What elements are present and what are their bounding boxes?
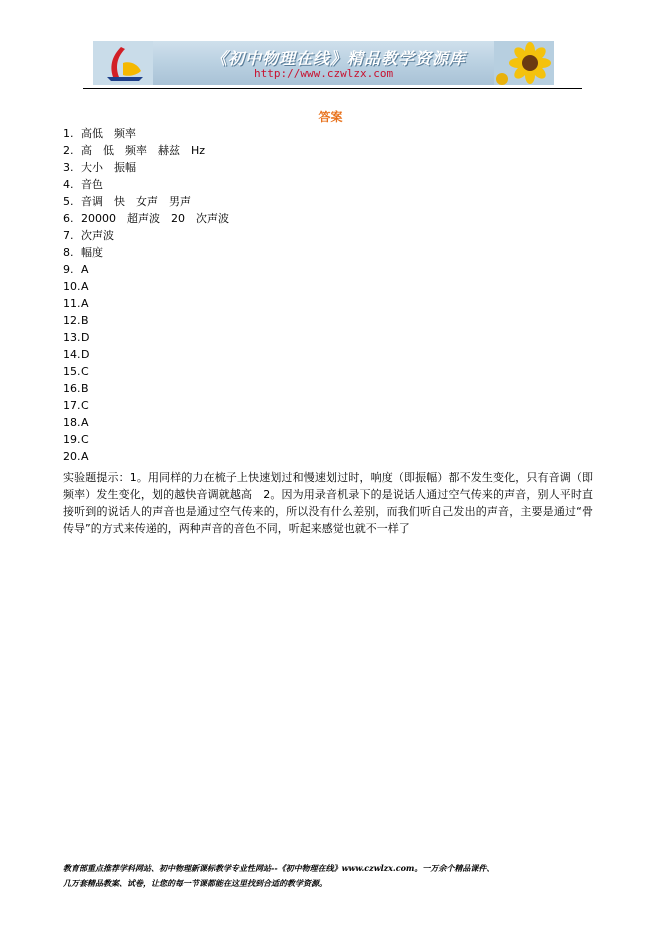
- answer-text: C: [81, 433, 89, 446]
- answer-text: D: [81, 348, 90, 361]
- answer-text: 次声波: [81, 229, 114, 242]
- footer-line: 教育部重点推荐学科网站、初中物理新课标教学专业性网站--《初中物理在线》www.czwlzx.com。一万余个精品课件、: [63, 863, 495, 873]
- answer-item: [63, 329, 603, 346]
- answer-item: [63, 210, 603, 227]
- answer-number: 17.: [63, 399, 81, 412]
- footer-line: 几万套精品教案、试卷，让您的每一节课都能在这里找到合适的教学资源。: [63, 878, 327, 888]
- answer-item: [63, 363, 603, 380]
- header-divider: [83, 88, 582, 89]
- banner-title: 《初中物理在线》精品教学资源库: [211, 49, 467, 68]
- answer-text: A: [81, 297, 89, 310]
- answer-number: 14.: [63, 348, 81, 361]
- answer-text: B: [81, 382, 89, 395]
- answer-item: [63, 312, 603, 329]
- answer-item: [63, 278, 603, 295]
- answer-list: [63, 125, 603, 465]
- answer-number: 19.: [63, 433, 81, 446]
- answer-item: [63, 125, 603, 142]
- answer-number: 7.: [63, 229, 74, 242]
- answer-number: 11.: [63, 297, 81, 310]
- answer-number: 20.: [63, 450, 81, 463]
- answer-text: C: [81, 399, 89, 412]
- answer-text: 幅度: [81, 246, 103, 259]
- answer-text: A: [81, 263, 89, 276]
- answer-item: [63, 193, 603, 210]
- answer-item: [63, 414, 603, 431]
- answer-item: [63, 244, 603, 261]
- answer-text: 高 低 频率 赫兹 Hz: [81, 144, 206, 157]
- answer-text: 音调 快 女声 男声: [81, 195, 191, 208]
- answer-item: [63, 397, 603, 414]
- answer-number: 15.: [63, 365, 81, 378]
- answer-text: D: [81, 331, 90, 344]
- answer-text: A: [81, 450, 89, 463]
- answer-item: [63, 346, 603, 363]
- answer-number: 6.: [63, 212, 74, 225]
- answer-text: 高低 频率: [81, 127, 136, 140]
- answer-number: 12.: [63, 314, 81, 327]
- answer-number: 18.: [63, 416, 81, 429]
- experiment-hint: 实验题提示：1。用同样的力在梳子上快速划过和慢速划过时，响度（即振幅）都不发生变化，只有音调（即频率）发生变化，划的越快音调就越高 2。因为用录音机录下的是说话人通过空气传来的声音，别人平时直接听到的说话人的声音也是通过空气传来的，所以没有什么差别，而我们听自己发出的声音，主要是通过“骨传导”的方式来传递的，两种声音的音色不同，听起来感觉也就不一样了: [63, 471, 593, 535]
- answer-text: A: [81, 416, 89, 429]
- answer-number: 2.: [63, 144, 74, 157]
- answer-item: [63, 142, 603, 159]
- answer-item: [63, 176, 603, 193]
- answer-text: 20000 超声波 20 次声波: [81, 212, 229, 225]
- answer-text: 音色: [81, 178, 103, 191]
- answer-text: 大小 振幅: [81, 161, 136, 174]
- answer-number: 16.: [63, 382, 81, 395]
- answer-item: [63, 295, 603, 312]
- answer-number: 4.: [63, 178, 74, 191]
- answer-item: [63, 261, 603, 278]
- sunflower-icon: [494, 41, 554, 85]
- answer-text: C: [81, 365, 89, 378]
- answer-item: [63, 159, 603, 176]
- banner-url[interactable]: http://www.czwlzx.com: [254, 67, 394, 80]
- answer-number: 3.: [63, 161, 74, 174]
- answer-number: 5.: [63, 195, 74, 208]
- answer-number: 9.: [63, 263, 74, 276]
- answer-item: [63, 380, 603, 397]
- answer-number: 1.: [63, 127, 74, 140]
- answer-text: A: [81, 280, 89, 293]
- page-footer: [63, 861, 603, 891]
- answer-item: [63, 431, 603, 448]
- answer-number: 10.: [63, 280, 81, 293]
- page-title: 答案: [318, 110, 343, 124]
- answer-item: [63, 227, 603, 244]
- answer-text: B: [81, 314, 89, 327]
- site-banner: [93, 41, 554, 85]
- answer-number: 8.: [63, 246, 74, 259]
- answer-number: 13.: [63, 331, 81, 344]
- answer-item: [63, 448, 603, 465]
- site-logo-icon: [93, 41, 153, 85]
